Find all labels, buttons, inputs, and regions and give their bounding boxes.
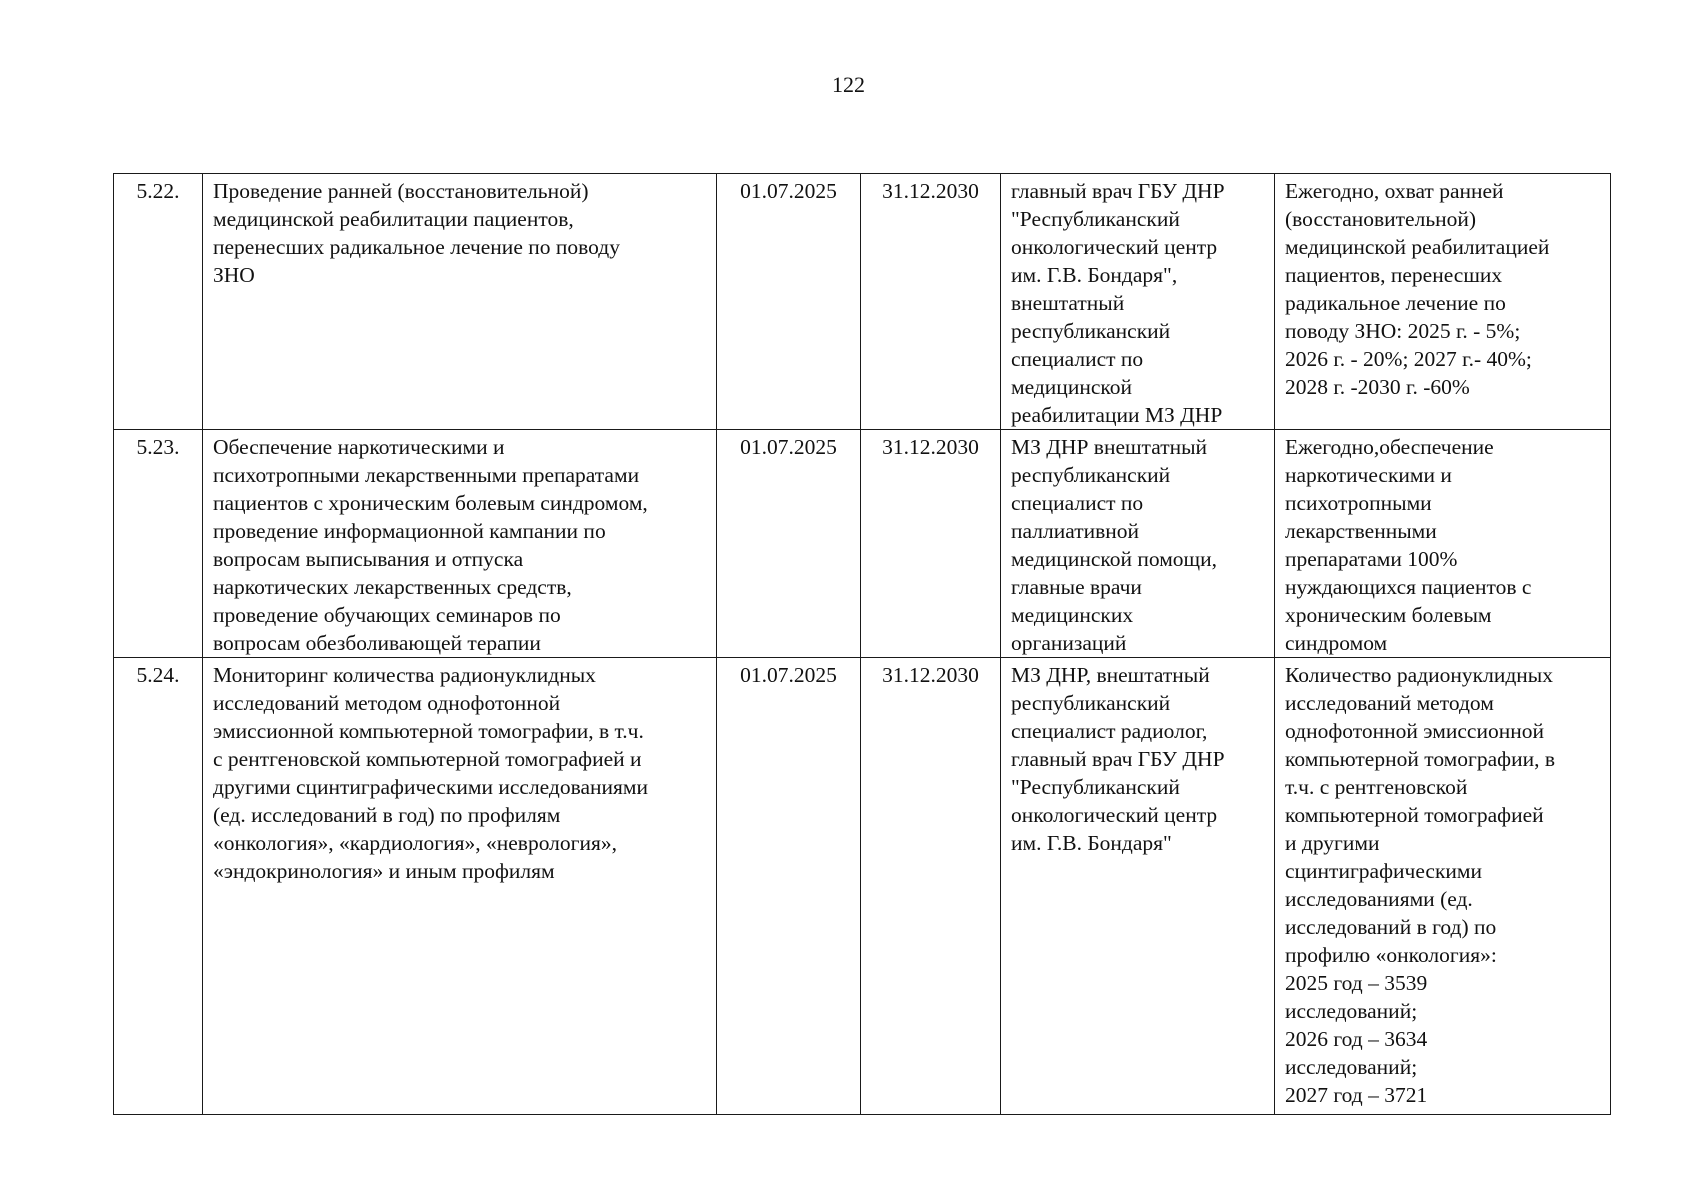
text-line: организаций bbox=[1011, 631, 1127, 655]
expected-result bbox=[1275, 174, 1611, 430]
text-line: внештатный bbox=[1011, 291, 1125, 315]
text-line: другими сцинтиграфическими исследованиями bbox=[213, 775, 649, 799]
text-line: эмиссионной компьютерной томографии, в т.ч. bbox=[213, 719, 644, 743]
text-line: компьютерной томографии, в bbox=[1285, 747, 1555, 771]
text-line: компьютерной томографией bbox=[1285, 803, 1544, 827]
event-description bbox=[203, 658, 717, 1115]
text-line: наркотических лекарственных средств, bbox=[213, 575, 572, 599]
text-line: "Республиканский bbox=[1011, 207, 1180, 231]
end-date: 31.12.2030 bbox=[861, 430, 1001, 658]
text-line: республиканский bbox=[1011, 463, 1171, 487]
start-date: 01.07.2025 bbox=[717, 658, 861, 1115]
text-line: сцинтиграфическими bbox=[1285, 859, 1483, 883]
text-line: (восстановительной) bbox=[1285, 207, 1477, 231]
start-date: 01.07.2025 bbox=[717, 174, 861, 430]
text-line: главный врач ГБУ ДНР bbox=[1011, 747, 1225, 771]
text-line: Ежегодно,обеспечение bbox=[1285, 435, 1494, 459]
text-line: «эндокринология» и иным профилям bbox=[213, 859, 555, 883]
text-line: республиканский bbox=[1011, 691, 1171, 715]
expected-result bbox=[1275, 658, 1611, 1115]
text-line: медицинской реабилитации пациентов, bbox=[213, 207, 574, 231]
text-line: радикальное лечение по bbox=[1285, 291, 1506, 315]
text-line: проведение обучающих семинаров по bbox=[213, 603, 561, 627]
text-line: специалист радиолог, bbox=[1011, 719, 1208, 743]
text-line: 2026 год – 3634 bbox=[1285, 1027, 1428, 1051]
text-line: и другими bbox=[1285, 831, 1380, 855]
end-date: 31.12.2030 bbox=[861, 658, 1001, 1115]
text-line: поводу ЗНО: 2025 г. - 5%; bbox=[1285, 319, 1521, 343]
text-line: медицинской реабилитацией bbox=[1285, 235, 1550, 259]
text-line: им. Г.В. Бондаря", bbox=[1011, 263, 1178, 287]
text-line: МЗ ДНР, внештатный bbox=[1011, 663, 1210, 687]
text-line: препаратами 100% bbox=[1285, 547, 1458, 571]
event-description bbox=[203, 174, 717, 430]
text-line: вопросам обезболивающей терапии bbox=[213, 631, 541, 655]
expected-result bbox=[1275, 430, 1611, 658]
text-line: исследованиями (ед. bbox=[1285, 887, 1473, 911]
row-number: 5.24. bbox=[114, 658, 203, 1115]
text-line: «онкология», «кардиология», «неврология», bbox=[213, 831, 617, 855]
text-line: 2026 г. - 20%; 2027 г.- 40%; bbox=[1285, 347, 1532, 371]
text-line: наркотическими и bbox=[1285, 463, 1452, 487]
text-line: профилю «онкология»: bbox=[1285, 943, 1497, 967]
start-date: 01.07.2025 bbox=[717, 430, 861, 658]
text-line: МЗ ДНР внештатный bbox=[1011, 435, 1208, 459]
text-line: хроническим болевым bbox=[1285, 603, 1492, 627]
text-line: лекарственными bbox=[1285, 519, 1437, 543]
responsible bbox=[1001, 658, 1275, 1115]
text-line: психотропными bbox=[1285, 491, 1432, 515]
text-line: медицинских bbox=[1011, 603, 1134, 627]
text-line: 2027 год – 3721 bbox=[1285, 1083, 1428, 1107]
text-line: исследований методом bbox=[1285, 691, 1494, 715]
text-line: с рентгеновской компьютерной томографией и bbox=[213, 747, 642, 771]
text-line: медицинской помощи, bbox=[1011, 547, 1217, 571]
text-line: онкологический центр bbox=[1011, 803, 1218, 827]
responsible bbox=[1001, 174, 1275, 430]
table-row bbox=[114, 174, 1611, 430]
event-description bbox=[203, 430, 717, 658]
text-line: ЗНО bbox=[213, 263, 255, 287]
text-line: нуждающихся пациентов с bbox=[1285, 575, 1532, 599]
text-line: республиканский bbox=[1011, 319, 1171, 343]
text-line: Мониторинг количества радионуклидных bbox=[213, 663, 596, 687]
responsible bbox=[1001, 430, 1275, 658]
page-number: 122 bbox=[832, 72, 865, 97]
text-line: проведение информационной кампании по bbox=[213, 519, 606, 543]
text-line: пациентов с хроническим болевым синдромом, bbox=[213, 491, 648, 515]
text-line: перенесших радикальное лечение по поводу bbox=[213, 235, 620, 259]
table-row bbox=[114, 430, 1611, 658]
text-line: специалист по bbox=[1011, 347, 1144, 371]
text-line: главные врачи bbox=[1011, 575, 1142, 599]
end-date: 31.12.2030 bbox=[861, 174, 1001, 430]
text-line: Обеспечение наркотическими и bbox=[213, 435, 505, 459]
text-line: "Республиканский bbox=[1011, 775, 1180, 799]
text-line: однофотонной эмиссионной bbox=[1285, 719, 1544, 743]
text-line: Ежегодно, охват ранней bbox=[1285, 179, 1504, 203]
text-line: т.ч. с рентгеновской bbox=[1285, 775, 1468, 799]
text-line: онкологический центр bbox=[1011, 235, 1218, 259]
text-line: им. Г.В. Бондаря" bbox=[1011, 831, 1172, 855]
text-line: психотропными лекарственными препаратами bbox=[213, 463, 640, 487]
text-line: исследований методом однофотонной bbox=[213, 691, 561, 715]
text-line: пациентов, перенесших bbox=[1285, 263, 1503, 287]
text-line: реабилитации МЗ ДНР bbox=[1011, 403, 1223, 427]
text-line: (ед. исследований в год) по профилям bbox=[213, 803, 561, 827]
text-line: 2025 год – 3539 bbox=[1285, 971, 1428, 995]
text-line: синдромом bbox=[1285, 631, 1388, 655]
row-number: 5.23. bbox=[114, 430, 203, 658]
text-line: вопросам выписывания и отпуска bbox=[213, 547, 524, 571]
text-line: главный врач ГБУ ДНР bbox=[1011, 179, 1225, 203]
text-line: исследований; bbox=[1285, 1055, 1418, 1079]
table-row bbox=[114, 658, 1611, 1115]
text-line: исследований в год) по bbox=[1285, 915, 1497, 939]
text-line: Проведение ранней (восстановительной) bbox=[213, 179, 589, 203]
text-line: Количество радионуклидных bbox=[1285, 663, 1553, 687]
row-number: 5.22. bbox=[114, 174, 203, 430]
text-line: специалист по bbox=[1011, 491, 1144, 515]
text-line: медицинской bbox=[1011, 375, 1132, 399]
text-line: исследований; bbox=[1285, 999, 1418, 1023]
text-line: 2028 г. -2030 г. -60% bbox=[1285, 375, 1470, 399]
text-line: паллиативной bbox=[1011, 519, 1140, 543]
activities-table bbox=[113, 173, 1611, 1115]
